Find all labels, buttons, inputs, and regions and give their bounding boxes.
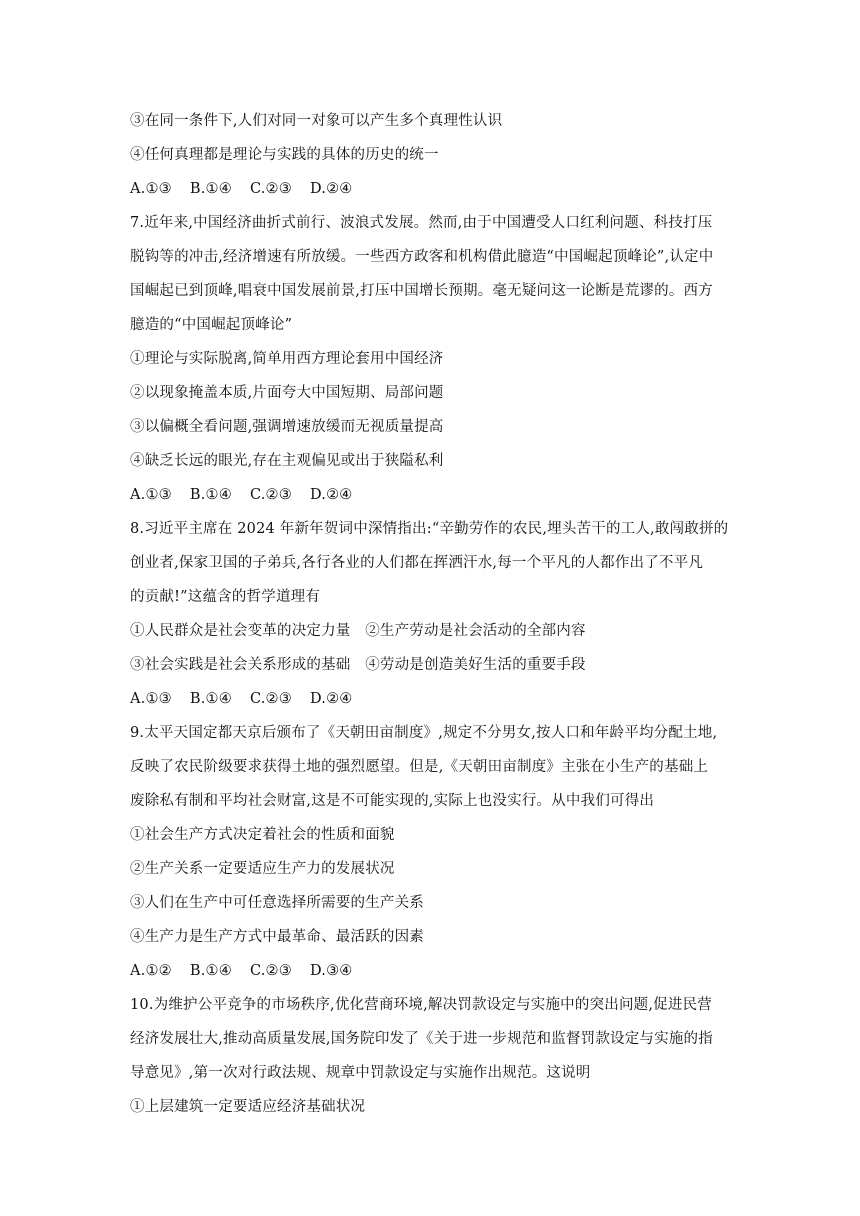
- q9-statement-4: ④生产力是生产方式中最革命、最活跃的因素: [130, 929, 424, 945]
- option-a: A.①③: [130, 487, 172, 503]
- q8-stem-line-3: 的贡献!”这蕴含的哲学道理有: [130, 589, 321, 605]
- q9-statement-2: ②生产关系一定要适应生产力的发展状况: [130, 861, 395, 877]
- option-c: C.②③: [249, 963, 292, 979]
- q7-stem-line-4: 臆造的“中国崛起顶峰论”: [130, 317, 293, 333]
- option-b: B.①④: [189, 181, 232, 197]
- option-d: D.②④: [309, 181, 353, 197]
- q7-answer-options: [130, 485, 730, 505]
- q6-statement-3: ③在同一条件下,人们对同一对象可以产生多个真理性认识: [130, 113, 503, 129]
- q9-stem-line-3: 废除私有制和平均社会财富,这是不可能实现的,实际上也没实行。从中我们可得出: [130, 793, 655, 809]
- option-c: C.②③: [249, 487, 292, 503]
- q10-stem-line-1: 10.为维护公平竞争的市场秩序,优化营商环境,解决罚款设定与实施中的突出问题,促进民营: [130, 997, 712, 1013]
- option-a: A.①③: [130, 691, 172, 707]
- q9-stem-line-2: 反映了农民阶级要求获得土地的强烈愿望。但是,《天朝田亩制度》主张在小生产的基础上: [130, 759, 709, 775]
- option-b: B.①④: [189, 963, 232, 979]
- option-c: C.②③: [249, 181, 292, 197]
- q8-stem-line-1: 8.习近平主席在 2024 年新年贺词中深情指出:“辛勤劳作的农民,埋头苦干的工人,敢闯敢拼的: [130, 521, 729, 537]
- option-d: D.③④: [309, 963, 353, 979]
- q9-statement-1: ①社会生产方式决定着社会的性质和面貌: [130, 827, 395, 843]
- option-d: D.②④: [309, 487, 353, 503]
- q9-answer-options: [130, 961, 730, 981]
- q7-statement-3: ③以偏概全看问题,强调增速放缓而无视质量提高: [130, 419, 444, 435]
- option-b: B.①④: [189, 487, 232, 503]
- q7-stem-line-3: 国崛起已到顶峰,唱衰中国发展前景,打压中国增长预期。毫无疑问这一论断是荒谬的。西方: [130, 283, 713, 299]
- q8-stem-line-2: 创业者,保家卫国的子弟兵,各行各业的人们都在挥洒汗水,每一个平凡的人都作出了不平凡: [130, 555, 704, 571]
- option-a: A.①②: [130, 963, 172, 979]
- q7-statement-2: ②以现象掩盖本质,片面夸大中国短期、局部问题: [130, 385, 444, 401]
- q9-stem-line-1: 9.太平天国定都天京后颁布了《天朝田亩制度》,规定不分男女,按人口和年龄平均分配土地,: [130, 725, 718, 741]
- q10-stem-line-3: 导意见》,第一次对行政法规、规章中罚款设定与实施作出规范。这说明: [130, 1065, 591, 1081]
- option-a: A.①③: [130, 181, 172, 197]
- q7-statement-4: ④缺乏长远的眼光,存在主观偏见或出于狭隘私利: [130, 453, 444, 469]
- q10-statement-1: ①上层建筑一定要适应经济基础状况: [130, 1099, 366, 1115]
- option-b: B.①④: [189, 691, 232, 707]
- q9-statement-3: ③人们在生产中可任意选择所需要的生产关系: [130, 895, 424, 911]
- q7-statement-1: ①理论与实际脱离,简单用西方理论套用中国经济: [130, 351, 444, 367]
- q8-statements-1-2: ①人民群众是社会变革的决定力量 ②生产劳动是社会活动的全部内容: [130, 623, 586, 639]
- option-c: C.②③: [249, 691, 292, 707]
- q6-answer-options: [130, 179, 730, 199]
- q8-answer-options: [130, 689, 730, 709]
- q7-stem-line-1: 7.近年来,中国经济曲折式前行、波浪式发展。然而,由于中国遭受人口红利问题、科技打压: [130, 215, 713, 231]
- option-d: D.②④: [309, 691, 353, 707]
- q7-stem-line-2: 脱钩等的冲击,经济增速有所放缓。一些西方政客和机构借此臆造“中国崛起顶峰论”,认定中: [130, 249, 714, 265]
- q8-statements-3-4: ③社会实践是社会关系形成的基础 ④劳动是创造美好生活的重要手段: [130, 657, 586, 673]
- q6-statement-4: ④任何真理都是理论与实践的具体的历史的统一: [130, 147, 439, 163]
- q10-stem-line-2: 经济发展壮大,推动高质量发展,国务院印发了《关于进一步规范和监督罚款设定与实施的指: [130, 1031, 713, 1047]
